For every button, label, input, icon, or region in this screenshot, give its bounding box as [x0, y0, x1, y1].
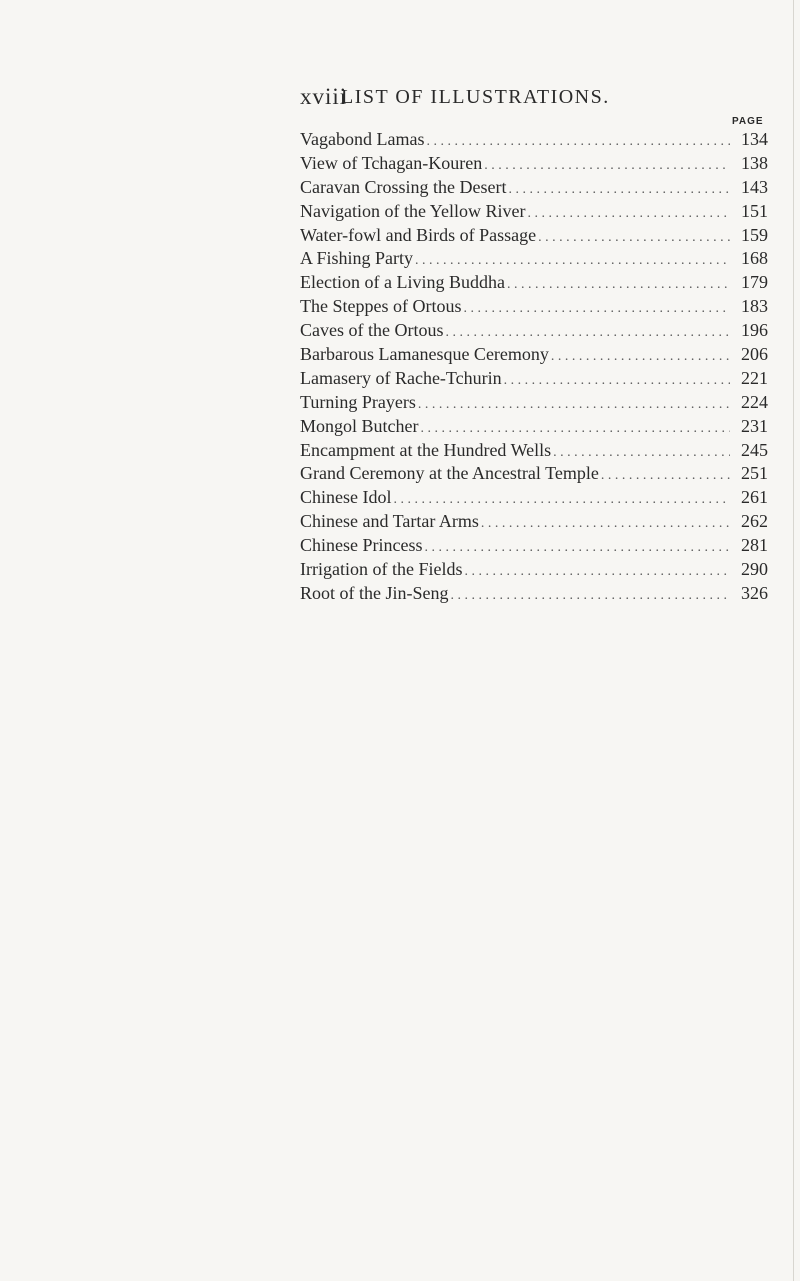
dot-leader [508, 178, 730, 202]
dot-leader [504, 369, 730, 393]
dot-leader [424, 536, 730, 560]
list-item [300, 319, 768, 343]
page-column-label: PAGE [732, 116, 764, 127]
entry-title: Barbarous Lamanesque Ceremony [300, 344, 549, 365]
dot-leader [418, 393, 730, 417]
page-edge [793, 0, 794, 1281]
dot-leader [601, 464, 730, 488]
dot-leader [451, 584, 731, 608]
dot-leader [481, 512, 730, 536]
entry-title: Chinese Princess [300, 535, 423, 556]
entry-title: View of Tchagan-Kouren [300, 152, 483, 173]
entry-title: Encampment at the Hundred Wells [300, 439, 552, 460]
list-item [300, 128, 768, 152]
page-number: xviii [300, 84, 348, 109]
entry-page: 245 [741, 439, 768, 460]
entry-page: 159 [741, 224, 768, 245]
entry-title: Navigation of the Yellow River [300, 200, 526, 221]
dot-leader [553, 441, 730, 465]
list-item [300, 462, 768, 486]
list-item [300, 510, 768, 534]
entry-page: 143 [741, 176, 768, 197]
entry-page: 134 [741, 129, 768, 149]
entry-title: Turning Prayers [300, 391, 416, 412]
entry-page: 168 [741, 248, 768, 269]
entry-page: 183 [741, 296, 768, 317]
entry-title: Mongol Butcher [300, 415, 419, 436]
entry-page: 290 [741, 559, 768, 580]
entry-page: 196 [741, 320, 768, 341]
entry-page: 224 [741, 391, 768, 412]
entry-page: 151 [741, 200, 768, 221]
entry-title: Lamasery of Rache-Tchurin [300, 367, 502, 388]
entry-title: A Fishing Party [300, 248, 414, 269]
running-title: LIST OF ILLUSTRATIONS. [341, 86, 610, 108]
dot-leader [464, 560, 730, 584]
entry-page: 221 [741, 367, 768, 388]
entry-title: The Steppes of Ortous [300, 296, 462, 317]
dot-leader [394, 488, 731, 512]
list-item [300, 534, 768, 558]
list-item [300, 176, 768, 200]
entry-title: Caravan Crossing the Desert [300, 176, 507, 197]
list-item [300, 367, 768, 391]
list-item [300, 152, 768, 176]
entry-page: 281 [741, 535, 768, 556]
list-item [300, 343, 768, 367]
list-item [300, 224, 768, 248]
dot-leader [507, 273, 730, 297]
illustrations-list [300, 128, 768, 606]
dot-leader [463, 297, 730, 321]
entry-page: 179 [741, 272, 768, 293]
dot-leader [538, 226, 730, 250]
dot-leader [527, 202, 730, 226]
entry-page: 138 [741, 152, 768, 173]
list-item [300, 295, 768, 319]
entry-page: 231 [741, 415, 768, 436]
dot-leader [415, 249, 730, 273]
entry-title: Water-fowl and Birds of Passage [300, 224, 537, 245]
list-item [300, 200, 768, 224]
entry-page: 261 [741, 487, 768, 508]
dot-leader [445, 321, 730, 345]
entry-title: Root of the Jin-Seng [300, 582, 449, 603]
list-item [300, 247, 768, 271]
list-item [300, 415, 768, 439]
list-item [300, 486, 768, 510]
entry-page: 206 [741, 344, 768, 365]
list-item [300, 558, 768, 582]
entry-title: Vagabond Lamas [300, 129, 425, 149]
dot-leader [551, 345, 730, 369]
list-item [300, 271, 768, 295]
entry-page: 251 [741, 463, 768, 484]
dot-leader [484, 154, 730, 178]
entry-title: Grand Ceremony at the Ancestral Temple [300, 463, 599, 484]
list-item [300, 439, 768, 463]
entry-title: Irrigation of the Fields [300, 559, 463, 580]
entry-title: Caves of the Ortous [300, 320, 444, 341]
dot-leader [426, 130, 730, 154]
list-item [300, 391, 768, 415]
entry-page: 326 [741, 582, 768, 603]
entry-title: Election of a Living Buddha [300, 272, 505, 293]
entry-title: Chinese Idol [300, 487, 392, 508]
list-item [300, 582, 768, 606]
dot-leader [421, 417, 731, 441]
entry-page: 262 [741, 511, 768, 532]
entry-title: Chinese and Tartar Arms [300, 511, 479, 532]
